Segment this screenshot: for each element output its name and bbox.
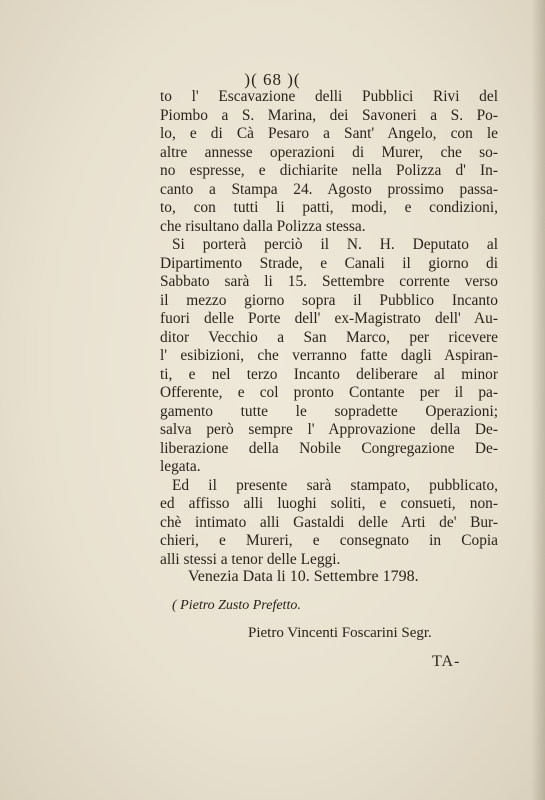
body-line: Si porterà perciò il N. H. Deputato al [172,236,498,253]
body-line: il mezzo giorno sopra il Pubblico Incanto [160,291,498,309]
date-line: Venezia Data li 10. Settembre 1798. [188,568,419,585]
body-line: to, con tutti li patti, modi, e condizioni, [160,199,498,216]
body-line: no espresse, e dichiarite nella Polizza d' In- [160,162,498,179]
body-line: gamento tutte le sopradette Operazioni; [160,402,498,420]
body-line: canto a Stampa 24. Agosto prossimo passa- [160,180,498,198]
catchword: TA- [432,653,461,670]
body-line: chieri, e Mureri, e consegnato in Copia [160,532,498,549]
body-line: ti, e nel terzo Incanto deliberare al minor [160,365,498,383]
page-edge-shadow [531,0,545,800]
prefetto-signature: ( Pietro Zusto Prefetto. [172,598,301,613]
body-line: l' esibizioni, che verranno fatte dagli Aspiran- [160,347,498,364]
body-line: salva però sempre l' Approvazione della De- [160,421,498,438]
body-line: liberazione della Nobile Congregazione De- [160,439,498,457]
body-line: lo, e di Cà Pesaro a Sant' Angelo, con le [160,125,498,142]
body-line: ed affisso alli luoghi soliti, e consueti, non- [160,495,498,512]
body-line: altre annesse operazioni di Murer, che so- [160,143,498,161]
body-line: ditor Vecchio a San Marco, per ricevere [160,328,498,346]
body-line: Offerente, e col pronto Contante per il pa- [160,384,498,401]
body-line: fuori delle Porte dell' ex-Magistrato dell' Au- [160,310,498,327]
body-line: che risultano dalla Polizza stessa. [160,217,366,235]
body-text [160,88,498,569]
body-line: Ed il presente sarà stampato, pubblicato, [172,476,498,494]
body-line: chè intimato alli Gastaldi delle Arti de' Bur- [160,513,498,531]
page-number: )( 68 )( [244,70,301,89]
body-line: alli stessi a tenor delle Leggi. [160,550,341,568]
body-line: Piombo a S. Marina, dei Savoneri a S. Po- [160,106,498,124]
secretary-signature: Pietro Vincenti Foscarini Segr. [248,625,432,641]
body-line: Dipartimento Strade, e Canali il giorno di [160,254,498,272]
body-line: Sabbato sarà li 15. Settembre corrente verso [160,273,498,290]
body-line: legata. [160,458,201,475]
body-line: to l' Escavazione delli Pubblici Rivi del [160,88,498,105]
